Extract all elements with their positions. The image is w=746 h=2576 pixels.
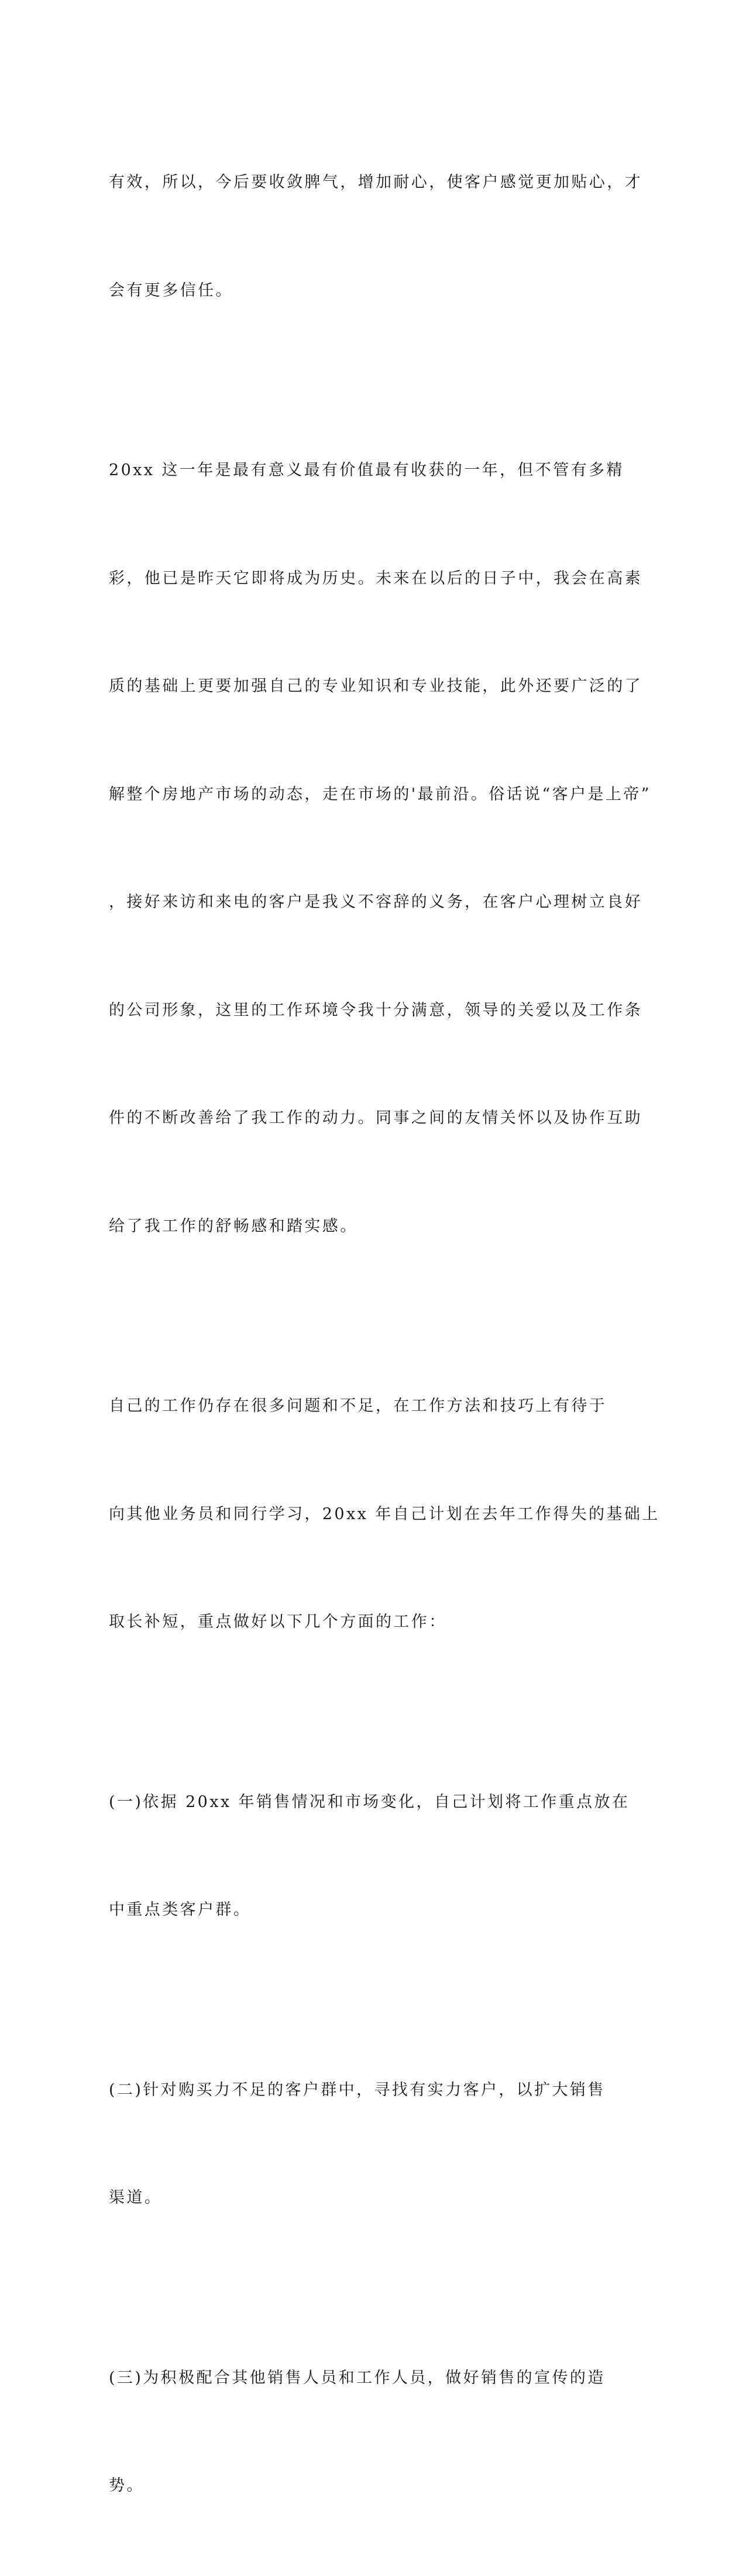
text-line: 彩，他已是昨天它即将成为历史。未来在以后的日子中，我会在高素 — [109, 569, 642, 588]
paragraph — [109, 1316, 660, 1712]
paragraph — [109, 1712, 628, 2000]
text-line: ，接好来访和来电的客户是我义不容辞的义务，在客户心理树立良好 — [109, 893, 642, 911]
text-line: 解整个房地产市场的动态，走在市场的'最前沿。俗话说“客户是上帝” — [109, 785, 651, 803]
text-line: (一)依据 20xx 年销售情况和市场变化，自己计划将工作重点放在 — [109, 1792, 630, 1811]
text-line: 给了我工作的舒畅感和踏实感。 — [109, 1217, 358, 1235]
text-line: (三)为积极配合其他销售人员和工作人员，做好销售的宣传的造 — [109, 2368, 606, 2387]
text-line: 20xx 这一年是最有意义最有价值最有收获的一年，但不管有多精 — [109, 461, 624, 479]
paragraph — [109, 380, 651, 1316]
text-line: 质的基础上更要加强自己的专业知识和专业技能，此外还要广泛的了 — [109, 677, 642, 695]
text-line: 渠道。 — [109, 2189, 163, 2207]
document-body — [109, 92, 660, 2576]
text-line: (二)针对购买力不足的客户群中，寻找有实力客户，以扩大销售 — [109, 2080, 606, 2099]
text-line: 势。 — [109, 2477, 145, 2495]
text-line: 会有更多信任。 — [109, 281, 233, 300]
text-line: 中重点类客户群。 — [109, 1901, 252, 1919]
text-line: 取长补短，重点做好以下几个方面的工作： — [109, 1613, 447, 1631]
text-line: 件的不断改善给了我工作的动力。同事之间的友情关怀以及协作互助 — [109, 1109, 642, 1127]
paragraph — [109, 2288, 628, 2576]
text-line: 自己的工作仍存在很多问题和不足，在工作方法和技巧上有待于 — [109, 1397, 607, 1415]
text-line: 向其他业务员和同行学习，20xx 年自己计划在去年工作得失的基础上 — [109, 1505, 660, 1523]
paragraph — [109, 2000, 628, 2288]
paragraph — [109, 92, 642, 380]
text-line: 的公司形象，这里的工作环境令我十分满意，领导的关爱以及工作条 — [109, 1001, 642, 1019]
text-line: 有效，所以，今后要收敛脾气，增加耐心，使客户感觉更加贴心，才 — [109, 173, 642, 191]
